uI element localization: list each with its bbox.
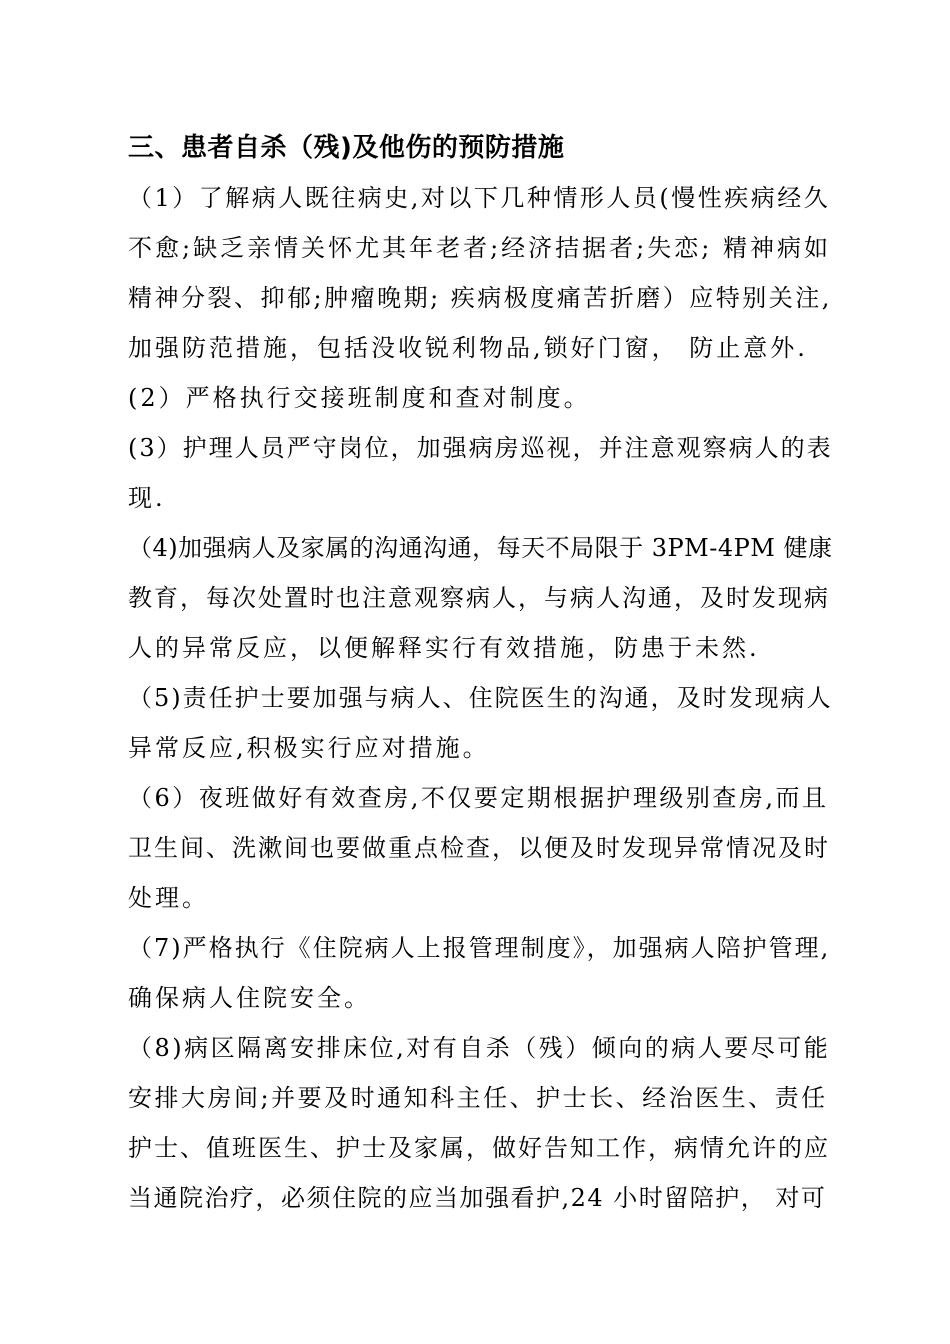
paragraph-line: （6）夜班做好有效查房,不仅要定期根据护理级别查房,而且 (128, 784, 829, 812)
paragraph-line: 现. (128, 484, 166, 512)
paragraph-line: 处理。 (128, 884, 209, 912)
paragraph-line: （4)加强病人及家属的沟通沟通，每天不局限于 3PM-4PM 健康 (128, 534, 833, 562)
paragraph-line: 安排大房间;并要及时通知科主任、护士长、经治医生、责任 (128, 1084, 828, 1112)
paragraph-line: (2）严格执行交接班制度和查对制度。 (128, 384, 591, 412)
paragraph-line: 教育，每次处置时也注意观察病人，与病人沟通，及时发现病 (128, 584, 830, 612)
paragraph-line: 确保病人住院安全。 (128, 984, 371, 1012)
paragraph-line: 不愈;缺乏亲情关怀尤其年老者;经济拮据者;失恋; 精神病如 (128, 234, 831, 262)
paragraph-line: 异常反应,积极实行应对措施。 (128, 734, 490, 762)
paragraph-line: 卫生间、洗漱间也要做重点检查，以便及时发现异常情况及时 (128, 834, 830, 862)
paragraph-line: （1）了解病人既往病史,对以下几种情形人员(慢性疾病经久 (128, 184, 831, 212)
paragraph-line: 护士、值班医生、护士及家属，做好告知工作，病情允许的应 (128, 1134, 830, 1162)
paragraph-line: 加强防范措施，包括没收锐利物品,锁好门窗， 防止意外. (128, 334, 808, 362)
paragraph-line: 精神分裂、抑郁;肿瘤晚期; 疾病极度痛苦折磨）应特别关注, (128, 284, 832, 312)
paragraph-line: 人的异常反应，以便解释实行有效措施，防患于未然. (128, 634, 760, 662)
paragraph-line: （7)严格执行《住院病人上报管理制度》，加强病人陪护管理, (128, 934, 831, 962)
paragraph-line: (3）护理人员严守岗位，加强病房巡视，并注意观察病人的表 (128, 434, 833, 462)
paragraph-line: （5)责任护士要加强与病人、住院医生的沟通，及时发现病人 (128, 684, 833, 712)
paragraph-line: 当通院治疗，必须住院的应当加强看护,24 小时留陪护， 对可 (128, 1184, 827, 1212)
section-heading: 三、患者自杀（残)及他伤的预防措施 (128, 133, 565, 163)
paragraph-line: （8)病区隔离安排床位,对有自杀（残）倾向的病人要尽可能 (128, 1034, 831, 1062)
